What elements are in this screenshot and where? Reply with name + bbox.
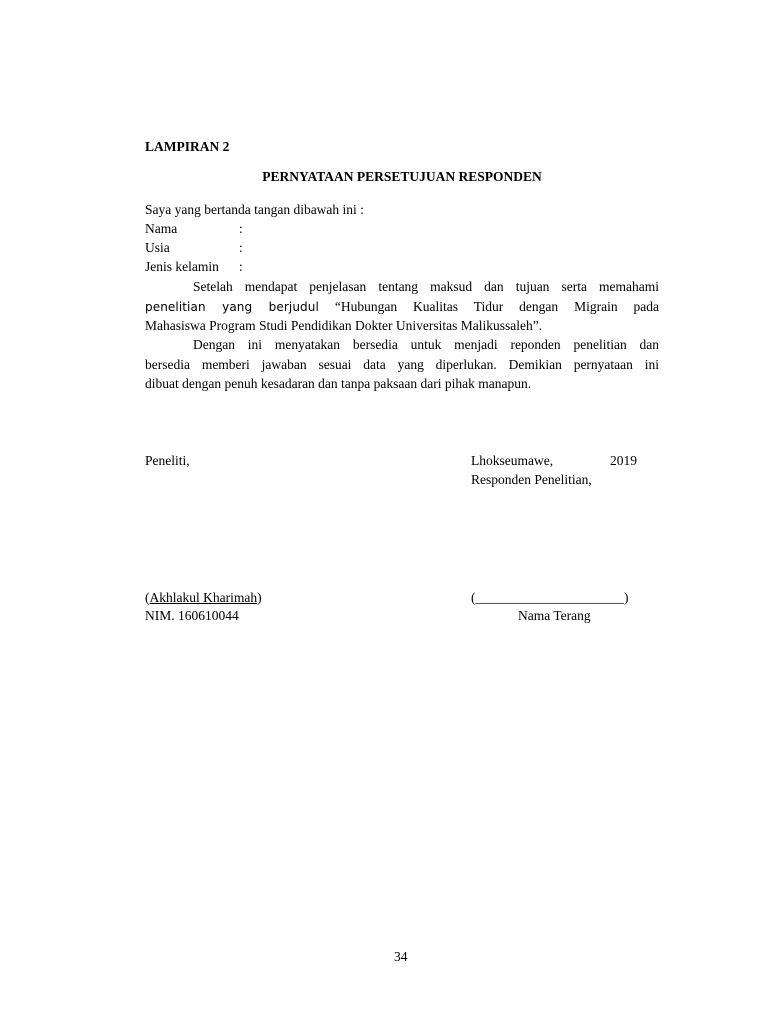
field-colon: : — [239, 221, 243, 236]
paragraph-text: Dengan ini menyatakan bersedia untuk menjadi reponden penelitian dan — [193, 337, 659, 352]
paragraph-line — [145, 335, 659, 355]
field-label: Jenis kelamin — [145, 259, 219, 274]
paren-close: ) — [257, 590, 262, 605]
document-title: PERNYATAAN PERSETUJUAN RESPONDEN — [262, 169, 542, 184]
paragraph-text: Mahasiswa Program Studi Pendidikan Dokter Universitas Malikussaleh”. — [145, 318, 543, 333]
field-name — [145, 220, 345, 238]
paragraph-line — [145, 277, 659, 297]
field-label: Nama — [145, 221, 178, 236]
paragraph-text: Setelah mendapat penjelasan tentang maksud dan tujuan serta memahami — [193, 279, 659, 294]
intro-text: Saya yang bertanda tangan dibawah ini : — [145, 202, 364, 217]
signing-year: 2019 — [610, 453, 637, 468]
paragraph-text: “Hubungan Kualitas Tidur dengan Migrain pada — [334, 298, 659, 314]
paragraph-line — [145, 374, 659, 394]
researcher-id: NIM. 160610044 — [145, 608, 239, 623]
paren-open: ( — [145, 590, 150, 605]
paragraph-text: dibuat dengan penuh kesadaran dan tanpa paksaan dari pihak manapun. — [145, 376, 532, 391]
consent-paragraph-1 — [145, 277, 659, 336]
paragraph-text: penelitian yang berjudul — [145, 299, 319, 314]
signing-place: Lhokseumawe, — [471, 453, 554, 468]
respondent-role: Responden Penelitian, — [471, 472, 592, 487]
field-colon: : — [239, 240, 243, 255]
consent-paragraph-2 — [145, 335, 659, 394]
field-gender — [145, 258, 345, 276]
paragraph-line — [145, 316, 659, 336]
field-colon: : — [239, 259, 243, 274]
paragraph-line — [145, 297, 659, 317]
paragraph-line — [145, 355, 659, 375]
researcher-role: Peneliti, — [145, 453, 190, 468]
respondent-caption: Nama Terang — [518, 608, 591, 623]
researcher-name — [145, 589, 262, 607]
page-number: 34 — [394, 949, 408, 964]
field-age — [145, 239, 345, 257]
field-label: Usia — [145, 240, 170, 255]
paragraph-text: bersedia memberi jawaban sesuai data yang diperlukan. Demikian pernyataan ini — [145, 356, 659, 372]
respondent-name-blank: (______________________) — [471, 590, 629, 605]
researcher-name-text: Akhlakul Kharimah — [149, 590, 258, 605]
appendix-label: LAMPIRAN 2 — [145, 139, 230, 154]
